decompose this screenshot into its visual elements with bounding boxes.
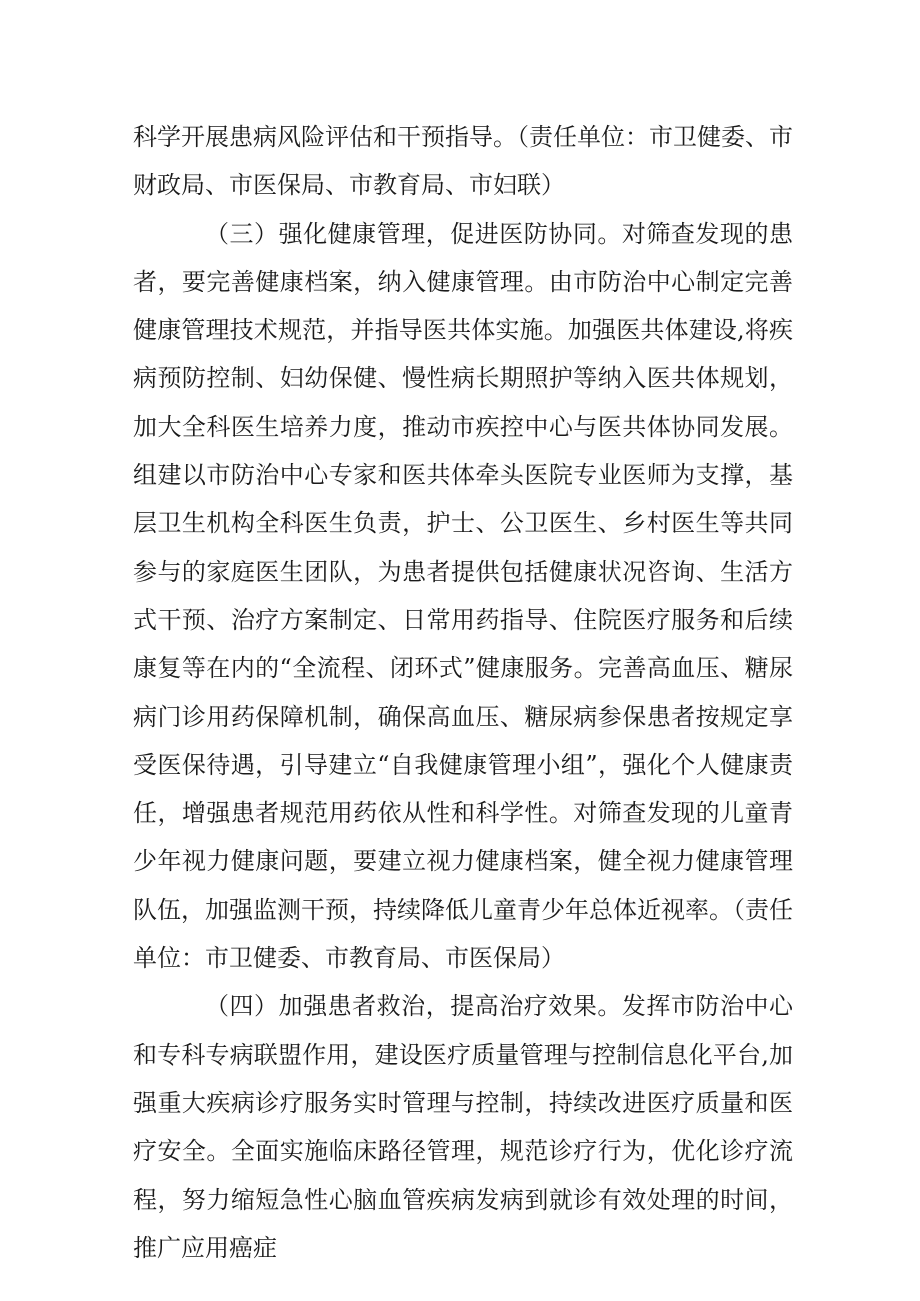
paragraph-3: （四）加强患者救治，提高治疗效果。发挥市防治中心和专科专病联盟作用，建设医疗质量管理与控制信息化平台,加强重大疾病诊疗服务实时管理与控制，持续改进医疗质量和医疗安全。全面实施临床路径管理，规范诊疗行为，优化诊疗流程，努力缩短急性心脑血管疾病发病到就诊有效处理的时间，推广应用癌症 [133, 992, 793, 1262]
document-body [133, 113, 793, 1272]
paragraph-2: （三）强化健康管理，促进医防协同。对筛查发现的患者，要完善健康档案，纳入健康管理。由市防治中心制定完善健康管理技术规范，并指导医共体实施。加强医共体建设,将疾病预防控制、妇幼保健、慢性病长期照护等纳入医共体规划，加大全科医生培养力度，推动市疾控中心与医共体协同发展。组建以市防治中心专家和医共体牵头医院专业医师为支撑，基层卫生机构全科医生负责，护士、公卫医生、乡村医生等共同参与的家庭医生团队，为患者提供包括健康状况咨询、生活方式干预、治疗方案制定、日常用药指导、住院医疗服务和后续康复等在内的“全流程、闭环式”健康服务。完善高血压、糖尿病门诊用药保障机制，确保高血压、糖尿病参保患者按规定享受医保待遇，引导建立“自我健康管理小组”，强化个人健康责任，增强患者规范用药依从性和科学性。对筛查发现的儿童青少年视力健康问题，要建立视力健康档案，健全视力健康管理队伍，加强监测干预，持续降低儿童青少年总体近视率。（责任单位：市卫健委、市教育局、市医保局） [133, 219, 793, 973]
paragraph-1: 科学开展患病风险评估和干预指导。（责任单位：市卫健委、市财政局、市医保局、市教育局、市妇联） [133, 123, 793, 200]
